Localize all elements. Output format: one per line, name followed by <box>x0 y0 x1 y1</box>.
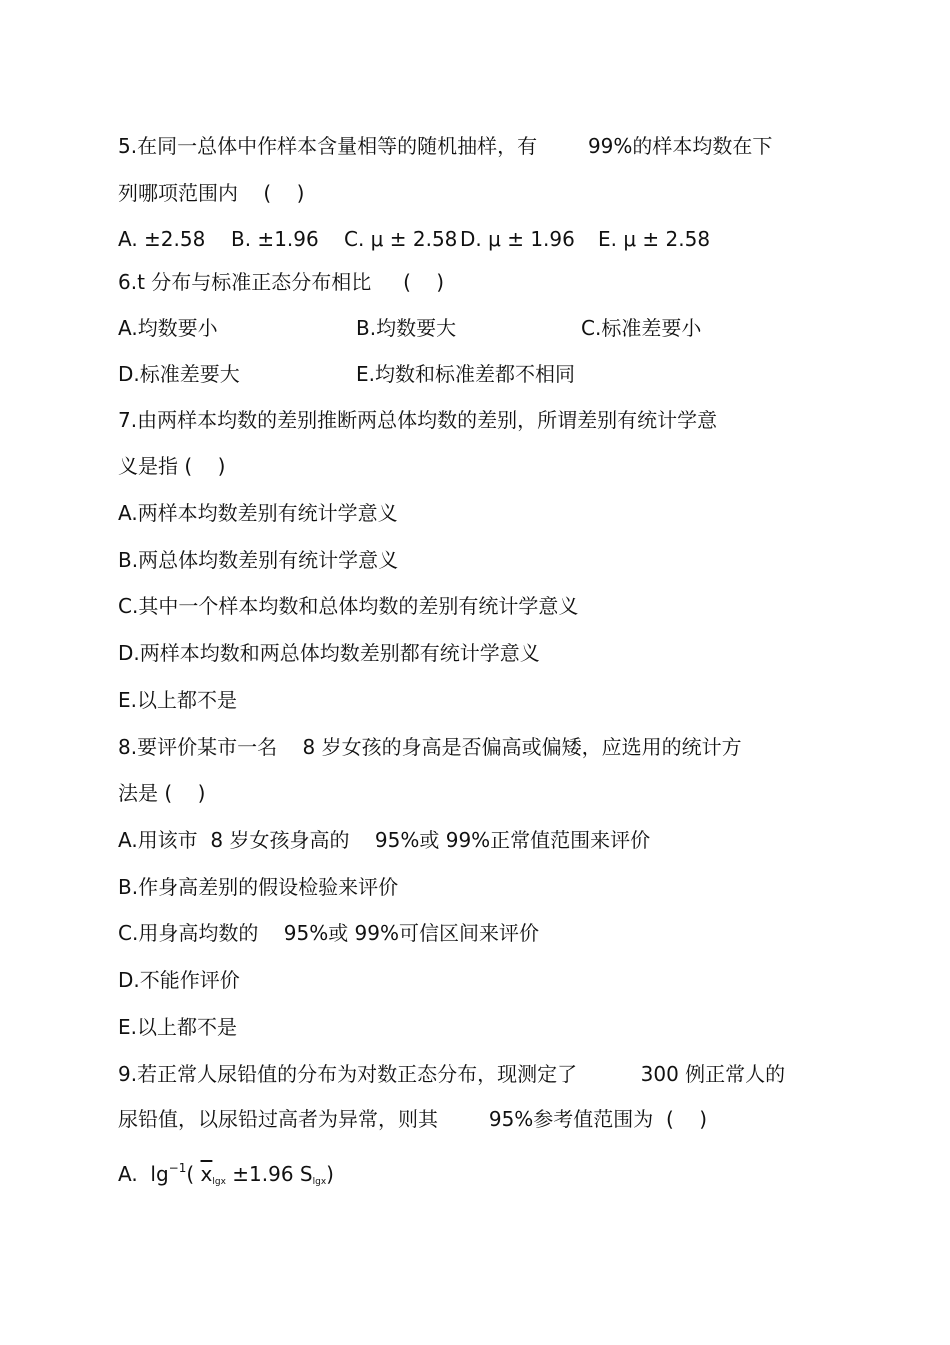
q9-option-a <box>118 1154 334 1196</box>
q5-option-c: C. μ ± 2.58 <box>344 227 458 251</box>
q5-stem-line2: 列哪项范围内 ( ) <box>118 181 305 205</box>
q8-option-c: C.用身高均数的 95%或 99%可信区间来评价 <box>118 921 540 945</box>
q7-option-e: E.以上都不是 <box>118 688 237 712</box>
q9-option-a-mean-subscript: lgx <box>212 1177 226 1187</box>
q9-option-a-middle: ±1.96 S <box>225 1162 313 1186</box>
q8-stem-line1: 8.要评价某市一名 8 岁女孩的身高是否偏高或偏矮，应选用的统计方 <box>118 735 742 759</box>
q9-option-a-sd-subscript: lgx <box>312 1177 327 1187</box>
q8-option-a: A.用该市 8 岁女孩身高的 95%或 99%正常值范围来评价 <box>118 828 651 852</box>
q6-stem: 6.t 分布与标准正态分布相比 ( ) <box>118 270 445 294</box>
q8-option-b: B.作身高差别的假设检验来评价 <box>118 875 399 899</box>
q9-stem-line2: 尿铅值，以尿铅过高者为异常，则其 95%参考值范围为 ( ) <box>118 1107 708 1131</box>
q8-stem-line2: 法是 ( ) <box>118 781 206 805</box>
q5-option-b: B. ±1.96 <box>231 227 319 251</box>
q9-option-a-mean-symbol: $\overline{x}$ <box>200 1162 213 1186</box>
q7-stem-line2: 义是指 ( ) <box>118 454 226 478</box>
q7-stem-line1: 7.由两样本均数的差别推断两总体均数的差别，所谓差别有统计学意 <box>118 408 718 432</box>
q5-option-e: E. μ ± 2.58 <box>598 227 711 251</box>
q9-option-a-close: ) <box>326 1162 334 1186</box>
q7-option-a: A.两样本均数差别有统计学意义 <box>118 501 398 525</box>
q6-option-e: E.均数和标准差都不相同 <box>356 362 575 386</box>
q6-option-d: D.标准差要大 <box>118 362 240 386</box>
q7-option-d: D.两样本均数和两总体均数差别都有统计学意义 <box>118 641 540 665</box>
q7-option-c: C.其中一个样本均数和总体均数的差别有统计学意义 <box>118 594 579 618</box>
q5-option-a: A. ±2.58 <box>118 227 206 251</box>
q9-option-a-prefix: A. lg <box>118 1162 169 1186</box>
q6-option-a: A.均数要小 <box>118 316 218 340</box>
q9-option-a-exponent: −1 <box>168 1161 187 1175</box>
q8-option-e: E.以上都不是 <box>118 1015 237 1039</box>
q9-option-a-open: ( <box>186 1162 201 1186</box>
q6-option-b: B.均数要大 <box>356 316 457 340</box>
q5-option-d: D. μ ± 1.96 <box>460 227 575 251</box>
q5-stem-line1: 5.在同一总体中作样本含量相等的随机抽样，有 99%的样本均数在下 <box>118 134 773 158</box>
q8-option-d: D.不能作评价 <box>118 968 240 992</box>
q9-stem-line1: 9.若正常人尿铅值的分布为对数正态分布，现测定了 300 例正常人的 <box>118 1062 786 1086</box>
q6-option-c: C.标准差要小 <box>581 316 702 340</box>
q7-option-b: B.两总体均数差别有统计学意义 <box>118 548 399 572</box>
